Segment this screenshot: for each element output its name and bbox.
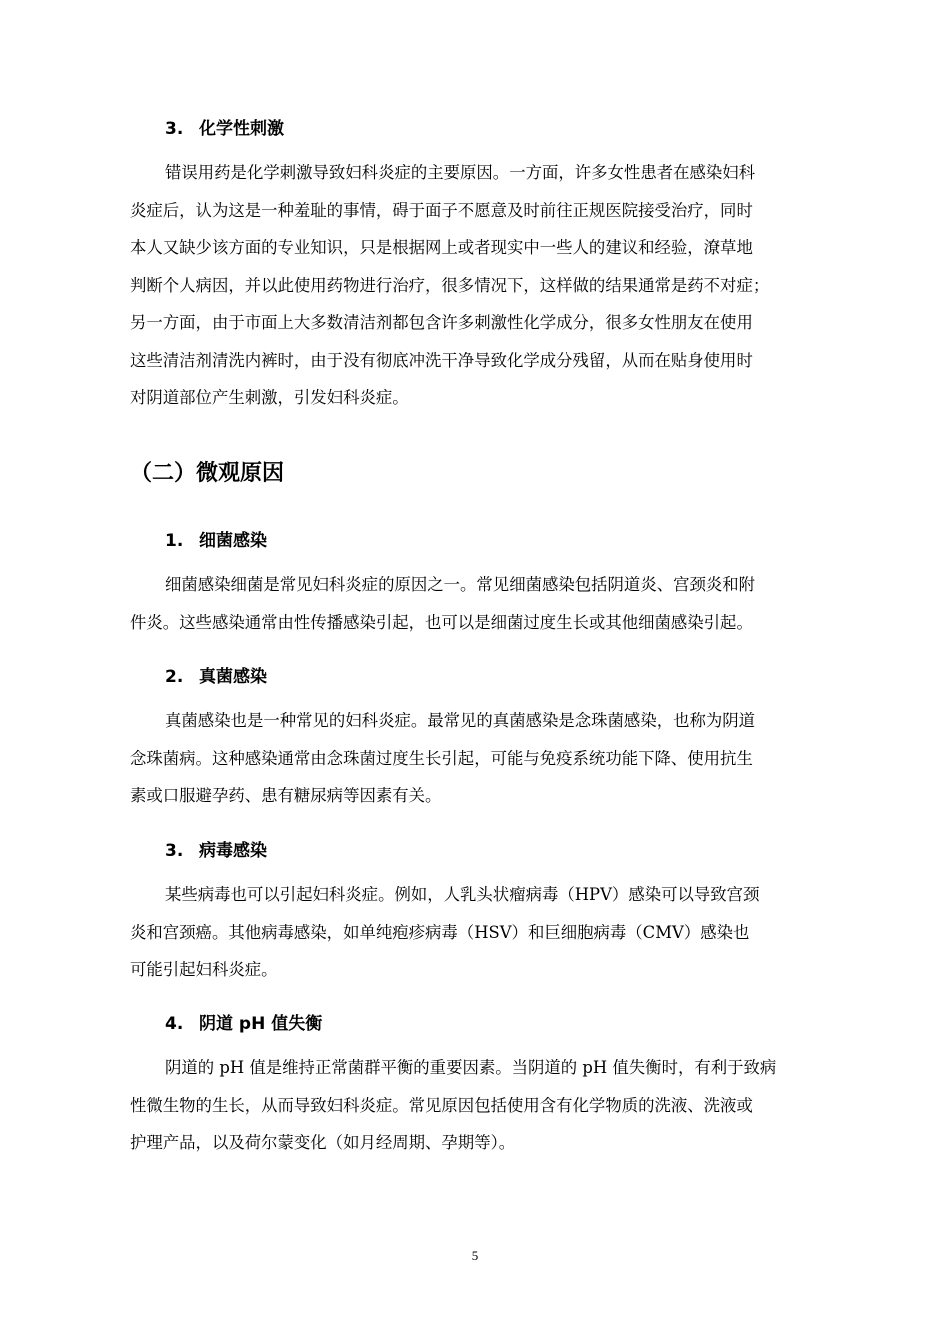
paragraph-line: 护理产品，以及荷尔蒙变化（如月经周期、孕期等）。 — [130, 1133, 516, 1152]
heading-number: 4. — [165, 1014, 184, 1034]
heading-text: 阴道 pH 值失衡 — [199, 1014, 323, 1034]
heading-fungal-infection — [165, 665, 267, 689]
paragraph-vaginal-ph-imbalance — [130, 1049, 875, 1162]
paragraph-chemical-irritation — [130, 154, 875, 417]
paragraph-line: 某些病毒也可以引起妇科炎症。例如，人乳头状瘤病毒（HPV）感染可以导致宫颈 — [165, 885, 760, 904]
heading-text: 化学性刺激 — [199, 119, 284, 139]
heading-text: 细菌感染 — [199, 531, 267, 551]
heading-number: 2. — [165, 667, 184, 687]
heading-number: 3. — [165, 119, 184, 139]
paragraph-line: 可能引起妇科炎症。 — [130, 960, 278, 979]
heading-number: 1. — [165, 531, 184, 551]
heading-vaginal-ph-imbalance — [165, 1012, 322, 1036]
heading-bacterial-infection — [165, 529, 267, 553]
heading-viral-infection — [165, 839, 267, 863]
paragraph-line: 对阴道部位产生刺激，引发妇科炎症。 — [130, 388, 409, 407]
page-number: 5 — [471, 1248, 479, 1263]
paragraph-line: 本人又缺少该方面的专业知识，只是根据网上或者现实中一些人的建议和经验，潦草地 — [130, 238, 753, 257]
paragraph-line: 阴道的 pH 值是维持正常菌群平衡的重要因素。当阴道的 pH 值失衡时，有利于致病 — [165, 1058, 777, 1077]
paragraph-line: 判断个人病因，并以此使用药物进行治疗，很多情况下，这样做的结果通常是药不对症； — [130, 275, 770, 295]
heading-number: 3. — [165, 841, 184, 861]
paragraph-viral-infection — [130, 876, 875, 989]
paragraph-line: 真菌感染也是一种常见的妇科炎症。最常见的真菌感染是念珠菌感染，也称为阴道 — [165, 711, 756, 730]
section-heading-micro-causes: （二）微观原因 — [130, 461, 285, 486]
paragraph-line: 性微生物的生长，从而导致妇科炎症。常见原因包括使用含有化学物质的洗液、洗液或 — [130, 1095, 753, 1115]
paragraph-line: 件炎。这些感染通常由性传播感染引起，也可以是细菌过度生长或其他细菌感染引起。 — [130, 612, 753, 632]
paragraph-line: 这些清洁剂清洗内裤时，由于没有彻底冲洗干净导致化学成分残留，从而在贴身使用时 — [130, 350, 753, 370]
paragraph-line: 素或口服避孕药、患有糖尿病等因素有关。 — [130, 786, 442, 805]
paragraph-line: 炎和宫颈癌。其他病毒感染，如单纯疱疹病毒（HSV）和巨细胞病毒（CMV）感染也 — [130, 922, 750, 942]
paragraph-bacterial-infection — [130, 566, 875, 641]
paragraph-line: 细菌感染细菌是常见妇科炎症的原因之一。常见细菌感染包括阴道炎、宫颈炎和附 — [165, 575, 756, 594]
heading-chemical-irritation — [165, 117, 284, 141]
heading-text: 病毒感染 — [199, 841, 267, 861]
paragraph-fungal-infection — [130, 702, 875, 815]
paragraph-line: 错误用药是化学刺激导致妇科炎症的主要原因。一方面，许多女性患者在感染妇科 — [165, 163, 756, 182]
paragraph-line: 另一方面，由于市面上大多数清洁剂都包含许多刺激性化学成分，很多女性朋友在使用 — [130, 313, 753, 332]
heading-text: 真菌感染 — [199, 667, 267, 687]
paragraph-line: 炎症后，认为这是一种羞耻的事情，碍于面子不愿意及时前往正规医院接受治疗，同时 — [130, 200, 753, 220]
paragraph-line: 念珠菌病。这种感染通常由念珠菌过度生长引起，可能与免疫系统功能下降、使用抗生 — [130, 748, 753, 768]
